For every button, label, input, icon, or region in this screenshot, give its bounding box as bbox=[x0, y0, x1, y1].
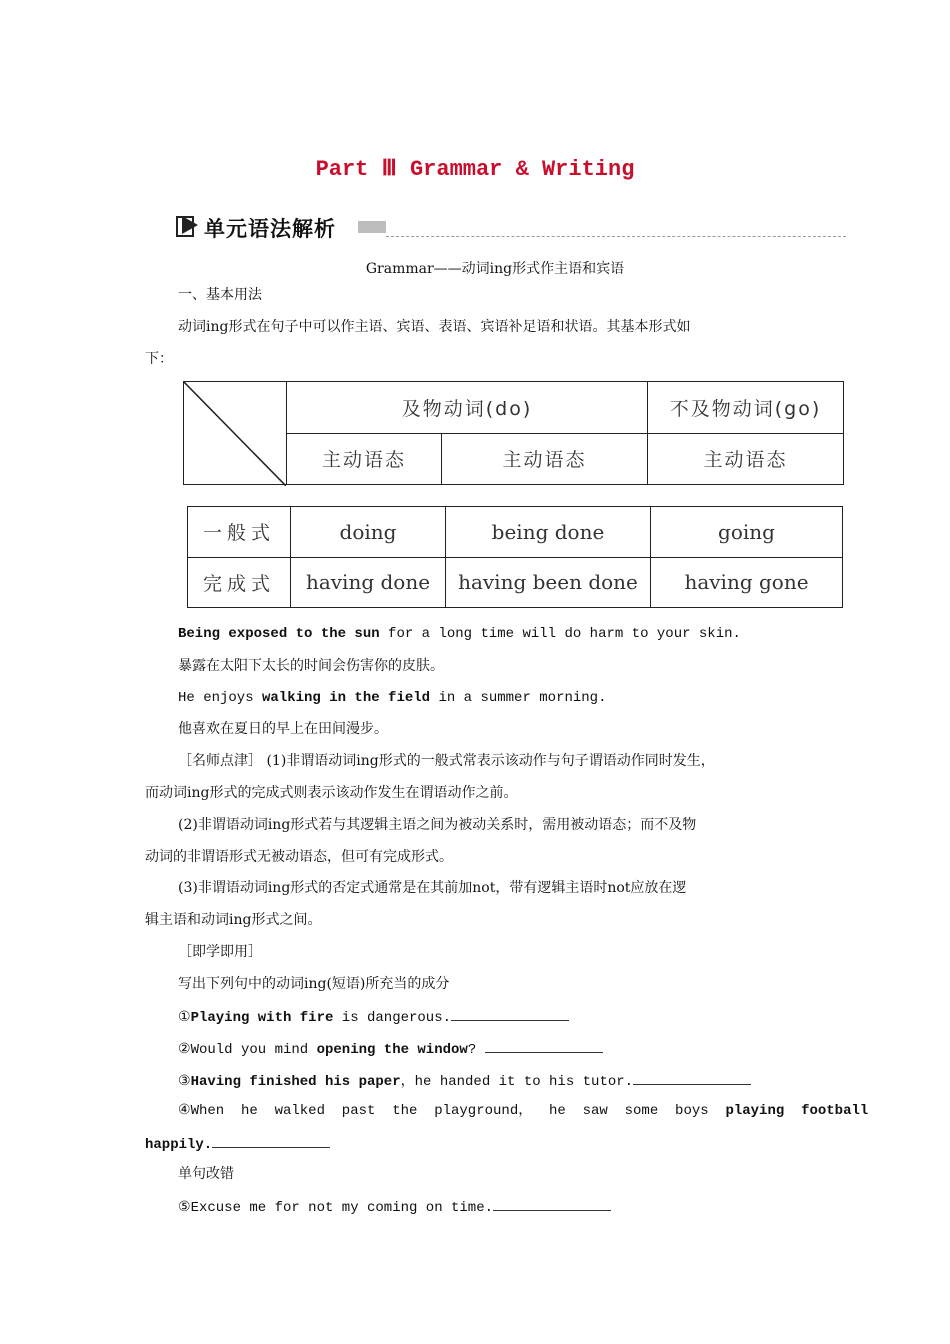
form-cell: going bbox=[651, 507, 843, 558]
note-2-line-1: (2)非谓语动词ing形式若与其逻辑主语之间为被动关系时，需用被动语态；而不及物 bbox=[178, 817, 697, 833]
question-4-line-1: ④When he walked past the playground， he saw some boys playing football bbox=[178, 1103, 869, 1119]
note-2-line-2: 动词的非谓语形式无被动语态，但可有完成形式。 bbox=[145, 849, 453, 865]
diagonal-cell bbox=[184, 382, 287, 485]
question-3: ③Having finished his paper，he handed it to his tutor. bbox=[178, 1070, 751, 1092]
voice-cell: 主动语态 bbox=[442, 433, 648, 485]
header-intransitive: 不及物动词(go) bbox=[648, 382, 844, 434]
example-1: Being exposed to the sun for a long time will do harm to your skin. bbox=[178, 626, 741, 642]
practice-instruction: 写出下列句中的动词ing(短语)所充当的成分 bbox=[178, 976, 450, 992]
answer-blank[interactable] bbox=[493, 1196, 611, 1211]
question-5: ⑤Excuse me for not my coming on time. bbox=[178, 1196, 611, 1218]
example-2: He enjoys walking in the field in a summer morning. bbox=[178, 690, 607, 706]
header-transitive: 及物动词(do) bbox=[287, 382, 648, 434]
section-heading: 一、基本用法 bbox=[178, 287, 262, 303]
form-cell: being done bbox=[446, 507, 651, 558]
intro-line-1: 动词ing形式在句子中可以作主语、宾语、表语、宾语补足语和状语。其基本形式如 bbox=[178, 319, 691, 335]
voice-table bbox=[183, 381, 844, 485]
example-2-translation: 他喜欢在夏日的早上在田间漫步。 bbox=[178, 721, 388, 737]
table-row bbox=[188, 507, 843, 558]
form-cell: doing bbox=[291, 507, 446, 558]
answer-blank[interactable] bbox=[485, 1038, 603, 1053]
practice-label: ［即学即用］ bbox=[178, 944, 262, 960]
form-table bbox=[187, 506, 843, 608]
form-cell: having gone bbox=[651, 557, 843, 608]
voice-cell: 主动语态 bbox=[287, 433, 442, 485]
question-2: ②Would you mind opening the window? bbox=[178, 1038, 603, 1060]
page-title: Part Ⅲ Grammar & Writing bbox=[315, 157, 635, 182]
section-banner bbox=[174, 212, 846, 242]
note-3-line-2: 辑主语和动词ing形式之间。 bbox=[145, 912, 322, 928]
grammar-subheading: Grammar——动词ing形式作主语和宾语 bbox=[365, 261, 625, 277]
note-1-line-1: ［名师点津］ (1)非谓语动词ing形式的一般式常表示该动作与句子谓语动作同时发生， bbox=[178, 753, 715, 769]
form-label: 完成式 bbox=[188, 557, 291, 608]
answer-blank[interactable] bbox=[633, 1070, 751, 1085]
question-1: ①Playing with fire is dangerous. bbox=[178, 1006, 569, 1028]
table-row bbox=[188, 557, 843, 608]
banner-label: 单元语法解析 bbox=[204, 217, 336, 241]
form-cell: having been done bbox=[446, 557, 651, 608]
form-label: 一般式 bbox=[188, 507, 291, 558]
answer-blank[interactable] bbox=[212, 1133, 330, 1148]
answer-blank[interactable] bbox=[451, 1006, 569, 1021]
note-3-line-1: (3)非谓语动词ing形式的否定式通常是在其前加not，带有逻辑主语时not应放在逻 bbox=[178, 880, 687, 896]
note-1-line-2: 而动词ing形式的完成式则表示该动作发生在谓语动作之前。 bbox=[145, 785, 518, 801]
correction-label: 单句改错 bbox=[178, 1166, 234, 1182]
voice-cell: 主动语态 bbox=[648, 433, 844, 485]
banner-divider bbox=[386, 236, 846, 237]
intro-line-2: 下： bbox=[145, 351, 173, 367]
diagonal-line bbox=[184, 382, 286, 486]
banner-bar bbox=[358, 221, 386, 233]
play-arrow-icon bbox=[176, 214, 200, 238]
example-1-translation: 暴露在太阳下太长的时间会伤害你的皮肤。 bbox=[178, 658, 444, 674]
form-cell: having done bbox=[291, 557, 446, 608]
question-4-line-2: happily. bbox=[145, 1133, 330, 1155]
